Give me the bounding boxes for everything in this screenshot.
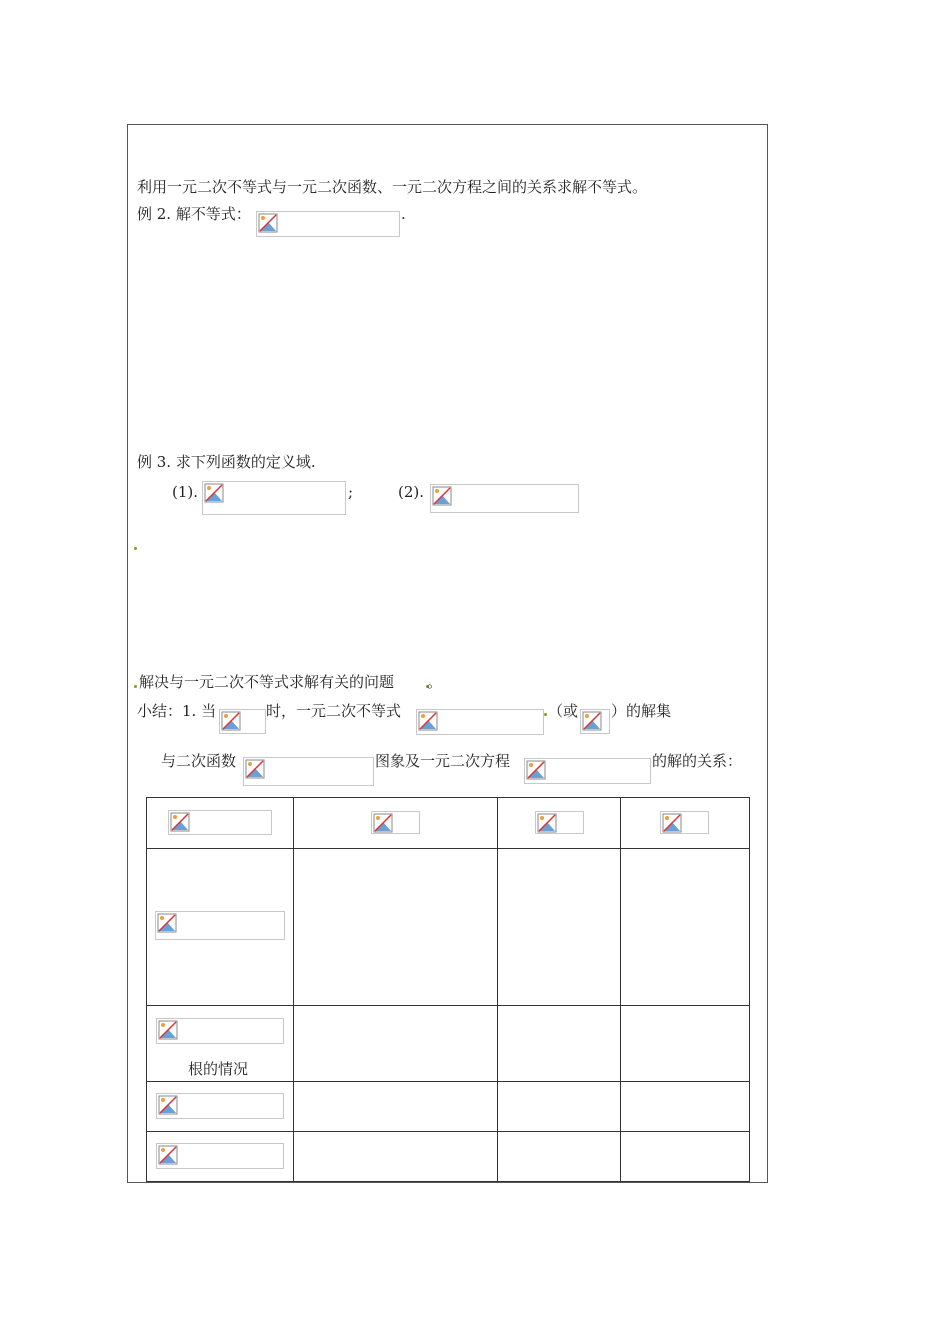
table-cell — [498, 1082, 621, 1132]
broken-image-icon — [537, 813, 557, 833]
broken-image-icon — [418, 711, 438, 731]
formula-image — [168, 810, 272, 835]
formula-image — [535, 811, 584, 834]
summary-paren-close: ）的解集 — [611, 702, 672, 720]
summary-line2-b: 图象及一元二次方程 — [375, 752, 511, 770]
table-cell — [621, 798, 750, 849]
solve-end: 。 — [427, 673, 443, 691]
table-cell — [147, 1006, 294, 1082]
table-cell — [294, 1006, 498, 1082]
broken-image-icon — [526, 760, 546, 780]
solve-line: 解决与一元二次不等式求解有关的问题 — [139, 673, 395, 691]
example2-label: 例 2. 解不等式： — [137, 205, 251, 223]
table-cell — [294, 798, 498, 849]
summary-line2-c: 的解的关系： — [652, 752, 743, 770]
broken-image-icon — [170, 812, 190, 832]
table-cell — [621, 1006, 750, 1082]
formula-image — [155, 911, 285, 940]
formula-image — [430, 484, 579, 513]
marker-dot — [544, 713, 547, 716]
summary-mid1: 时，一元二次不等式 — [266, 702, 402, 720]
formula-image — [371, 811, 420, 834]
formula-image — [219, 709, 266, 734]
marker-dot — [134, 547, 137, 550]
intro-line: 利用一元二次不等式与一元二次函数、一元二次方程之间的关系求解不等式。 — [137, 178, 648, 196]
formula-image — [156, 1018, 284, 1044]
broken-image-icon — [158, 1095, 178, 1115]
table-cell — [621, 1082, 750, 1132]
table-cell — [147, 1082, 294, 1132]
table-row — [147, 1006, 750, 1082]
table-cell — [147, 798, 294, 849]
table-row — [147, 1132, 750, 1182]
summary-line2-a: 与二次函数 — [161, 752, 237, 770]
broken-image-icon — [662, 813, 682, 833]
formula-image — [524, 758, 651, 784]
broken-image-icon — [582, 711, 602, 731]
table-cell — [498, 1132, 621, 1182]
table-cell — [147, 849, 294, 1006]
table-cell — [294, 849, 498, 1006]
broken-image-icon — [158, 1145, 178, 1165]
table-cell — [498, 798, 621, 849]
formula-image — [416, 709, 544, 735]
summary-paren-open: （或 — [548, 702, 579, 720]
example3-sep: ; — [348, 483, 354, 501]
table-cell — [294, 1132, 498, 1182]
broken-image-icon — [432, 486, 452, 506]
root-situation-label: 根的情况 — [188, 1060, 249, 1078]
formula-image — [660, 811, 709, 834]
broken-image-icon — [245, 759, 265, 779]
broken-image-icon — [157, 913, 177, 933]
table-row — [147, 798, 750, 849]
broken-image-icon — [373, 813, 393, 833]
table-cell — [498, 1006, 621, 1082]
table-cell — [621, 849, 750, 1006]
broken-image-icon — [258, 213, 278, 233]
summary-prefix: 小结：1. 当 — [137, 702, 217, 720]
formula-image — [156, 1093, 284, 1119]
marker-dot — [134, 685, 137, 688]
example2-end: . — [401, 205, 406, 223]
table-cell — [498, 849, 621, 1006]
broken-image-icon — [221, 711, 241, 731]
broken-image-icon — [158, 1020, 178, 1040]
formula-image — [202, 481, 346, 515]
broken-image-icon — [204, 483, 224, 503]
formula-image — [243, 757, 374, 786]
table-row — [147, 849, 750, 1006]
formula-image — [256, 211, 400, 237]
table-cell — [621, 1132, 750, 1182]
formula-image — [580, 709, 610, 734]
example3-part2: (2). — [398, 483, 425, 501]
relationship-table — [146, 797, 750, 1182]
example3-label: 例 3. 求下列函数的定义域. — [137, 453, 316, 471]
table-row — [147, 1082, 750, 1132]
table-cell — [147, 1132, 294, 1182]
table-cell — [294, 1082, 498, 1132]
formula-image — [156, 1143, 284, 1169]
example3-part1: (1). — [172, 483, 199, 501]
